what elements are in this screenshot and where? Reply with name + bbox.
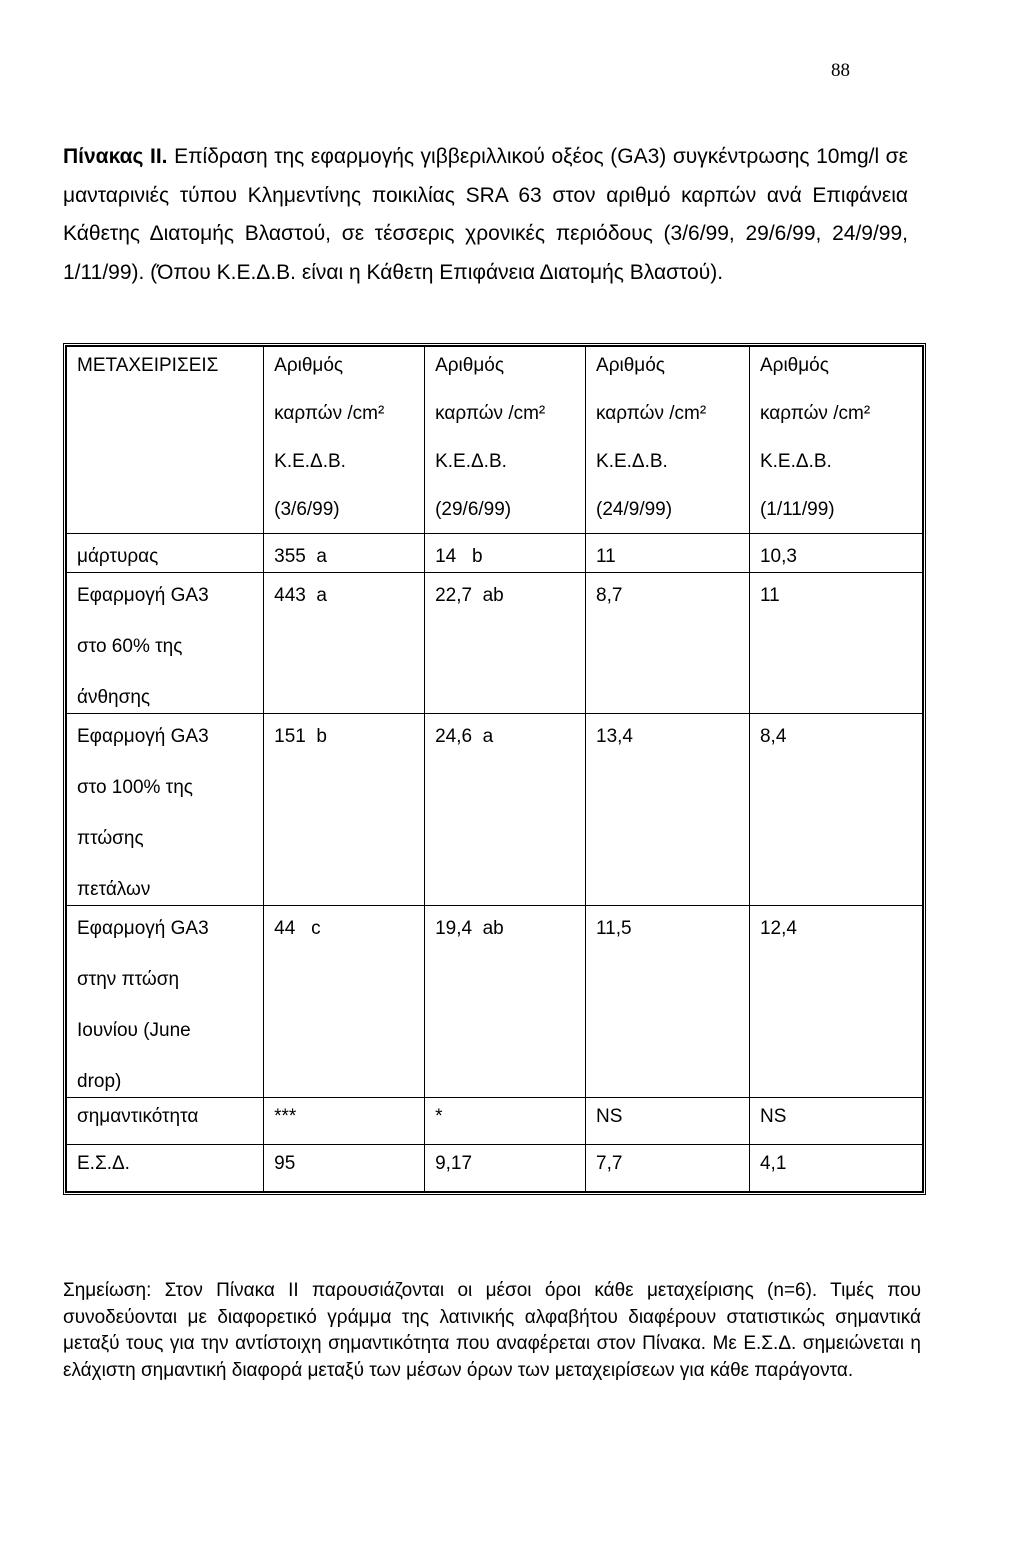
- significance-value: *: [425, 1098, 586, 1145]
- header-line: Αριθμός: [759, 355, 829, 376]
- data-table-frame: [63, 343, 926, 1195]
- treatment-line: στο 100% της: [77, 777, 193, 798]
- value-cell: 8,7: [586, 573, 750, 714]
- header-date-3: [586, 347, 750, 534]
- header-line: Αριθμός: [274, 355, 344, 376]
- lsd-value: 7,7: [586, 1145, 750, 1192]
- significance-value: NS: [586, 1098, 750, 1145]
- value-cell: 11: [749, 573, 922, 714]
- page-number: 88: [831, 60, 850, 81]
- value-cell: 151 b: [264, 714, 425, 906]
- caption-label: Πίνακας ΙΙ.: [63, 145, 168, 168]
- significance-value: ***: [264, 1098, 425, 1145]
- header-line: Κ.Ε.Δ.Β.: [435, 451, 507, 472]
- caption-text: Επίδραση της εφαρμογής γιββεριλλικού οξέος (GA3) συγκέντρωσης 10mg/l σε μανταρινιές τύπου Κλημεντίνης ποικιλίας SRA 63 στον αριθμό καρπών ανά Επιφάνεια Κάθετης Διατομής Βλαστού, σε τέσσερις χρονικές περιόδους (3/6/99, 29/6/99, 24/9/99, 1/11/99). (Όπου Κ.Ε.Δ.Β. είναι η Κάθετη Επιφάνεια Διατομής Βλαστού).: [63, 145, 908, 284]
- treatment-line: drop): [77, 1071, 122, 1092]
- header-line: Αριθμός: [435, 355, 505, 376]
- treatment-line: Εφαρμογή GA3: [77, 585, 209, 606]
- header-line: καρπών /cm²: [274, 403, 385, 424]
- treatment-line: στο 60% της: [77, 636, 183, 657]
- table-header-row: [67, 347, 923, 534]
- value-cell: 19,4 ab: [425, 906, 586, 1098]
- header-line: Κ.Ε.Δ.Β.: [596, 451, 668, 472]
- treatment-line: μάρτυρας: [77, 546, 159, 567]
- value-cell: 443 a: [264, 573, 425, 714]
- value-cell: 44 c: [264, 906, 425, 1098]
- treatment-cell: [67, 534, 264, 573]
- data-table: [66, 346, 923, 1192]
- table-row: [67, 573, 923, 714]
- treatment-line: άνθησης: [77, 687, 151, 708]
- value-cell: 11,5: [586, 906, 750, 1098]
- header-line: ΜΕΤΑΧΕΙΡΙΣΕΙΣ: [77, 355, 219, 376]
- header-line: Κ.Ε.Δ.Β.: [759, 451, 832, 472]
- lsd-row: [67, 1145, 923, 1192]
- treatment-line: πτώσης: [77, 828, 144, 849]
- header-line: (24/9/99): [596, 499, 673, 520]
- header-date-4: [749, 347, 922, 534]
- header-treatments: [67, 347, 264, 534]
- header-line: (29/6/99): [435, 499, 512, 520]
- value-cell: 8,4: [749, 714, 922, 906]
- table-row: [67, 714, 923, 906]
- table-row: [67, 534, 923, 573]
- significance-row: [67, 1098, 923, 1145]
- header-line: καρπών /cm²: [759, 403, 871, 424]
- table-caption: [63, 138, 908, 292]
- treatment-cell: [67, 906, 264, 1098]
- header-line: (3/6/99): [274, 499, 340, 520]
- treatment-line: Εφαρμογή GA3: [77, 726, 209, 747]
- lsd-label: Ε.Σ.Δ.: [67, 1145, 264, 1192]
- header-date-2: [425, 347, 586, 534]
- significance-label: σημαντικότητα: [67, 1098, 264, 1145]
- lsd-value: 95: [264, 1145, 425, 1192]
- header-line: καρπών /cm²: [435, 403, 546, 424]
- treatment-line: Ιουνίου (June: [77, 1020, 191, 1041]
- value-cell: 11: [586, 534, 750, 573]
- treatment-cell: [67, 714, 264, 906]
- treatment-cell: [67, 573, 264, 714]
- header-line: Κ.Ε.Δ.Β.: [274, 451, 346, 472]
- header-date-1: [264, 347, 425, 534]
- value-cell: 12,4: [749, 906, 922, 1098]
- lsd-value: 4,1: [749, 1145, 922, 1192]
- header-line: (1/11/99): [759, 499, 835, 520]
- table-note: Σημείωση: Στον Πίνακα ΙΙ παρουσιάζονται οι μέσοι όροι κάθε μεταχείρισης (n=6). Τιμές που συνοδεύονται με διαφορετικό γράμμα της λατινικής αλφαβήτου διαφέρουν στατιστικώς σημαντικά μεταξύ τους για την αντίστοιχη σημαντικότητα που αναφέρεται στον Πίνακα. Με Ε.Σ.Δ. σημειώνεται η ελάχιστη σημαντική διαφορά μεταξύ των μέσων όρων των μεταχειρίσεων για κάθε παράγοντα.: [63, 1280, 921, 1381]
- lsd-value: 9,17: [425, 1145, 586, 1192]
- value-cell: 13,4: [586, 714, 750, 906]
- value-cell: 24,6 a: [425, 714, 586, 906]
- value-cell: 355 a: [264, 534, 425, 573]
- value-cell: 14 b: [425, 534, 586, 573]
- treatment-line: στην πτώση: [77, 969, 180, 990]
- header-line: Αριθμός: [596, 355, 665, 376]
- treatment-line: Εφαρμογή GA3: [77, 918, 209, 939]
- value-cell: 10,3: [749, 534, 922, 573]
- value-cell: 22,7 ab: [425, 573, 586, 714]
- table-row: [67, 906, 923, 1098]
- treatment-line: πετάλων: [77, 879, 151, 900]
- header-line: καρπών /cm²: [596, 403, 707, 424]
- significance-value: NS: [749, 1098, 922, 1145]
